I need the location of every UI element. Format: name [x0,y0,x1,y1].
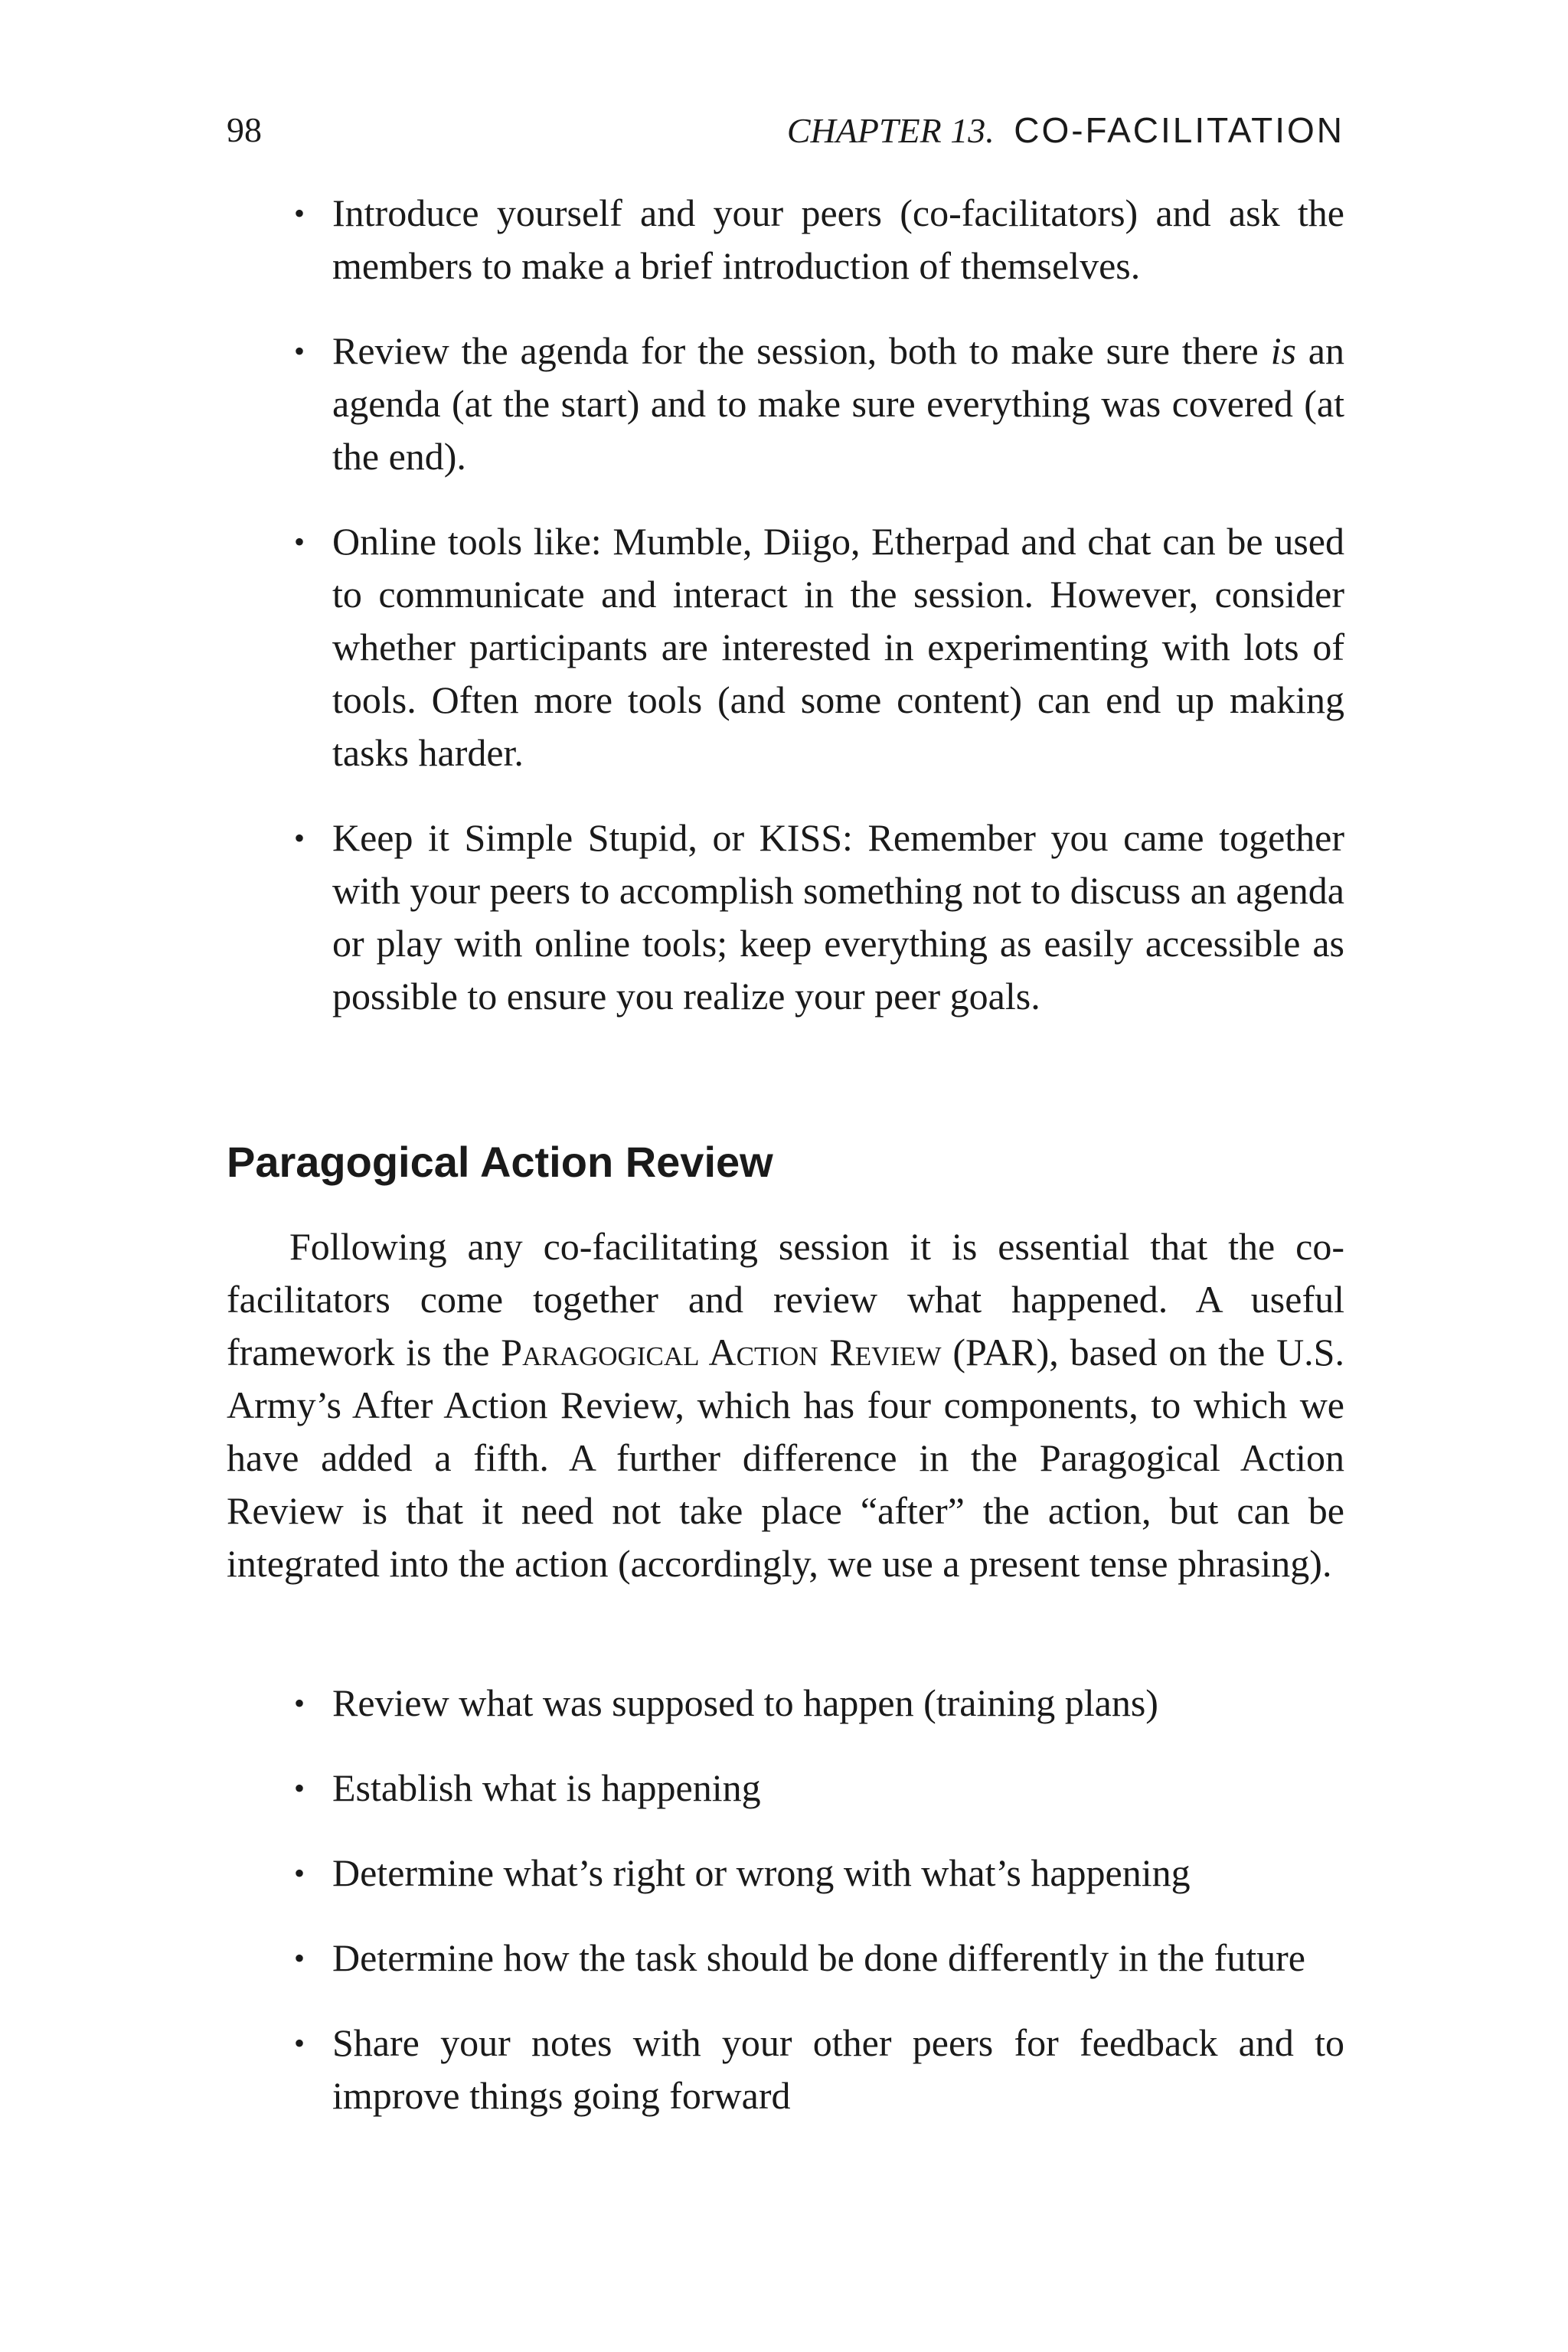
list-item [227,187,1344,292]
list-item-emphasis: is [1270,329,1296,372]
list-item [227,1677,1344,1730]
list-item-text-rest: an agenda (at the start) and to make sure everything was covered (at the end). [332,329,1344,478]
list-item-text: Share your notes with your other peers for feedback and to improve things going forward [332,2021,1344,2117]
bullet-icon: • [294,334,305,368]
chapter-label: CHAPTER 13. [786,111,995,150]
list-item-text: Determine what’s right or wrong with what’s happening [332,1851,1191,1894]
list-item-text-lead: Review the agenda for the session, both to make sure there [332,329,1271,372]
list-item-text: Introduce yourself and your peers (co-facilitators) and ask the members to make a brief introduction of themselves. [332,191,1344,287]
list-item [227,1847,1344,1900]
body-paragraph [227,1220,1344,1590]
paragraph-text-part1: Following any co-facilitating session it is essential that the co-facilitators come together and review what happened. A useful framework is the [227,1225,1344,1374]
section-heading: Paragogical Action Review [227,1138,773,1186]
bullet-icon: • [294,1771,305,1805]
bullet-icon: • [294,821,305,855]
paragraph-term: Paragogical Action Review [501,1331,942,1374]
paragraph-text-part2: (PAR), based on the U.S. Army’s After Action Review, which has four components, to which we have added a fifth. A further difference in the Paragogical Action Review is that it need not take place “after” the action, but can be integrated into the action (accordingly, we use a present tense phrasing). [227,1331,1344,1585]
list-item-text: Online tools like: Mumble, Diigo, Etherpad and chat can be used to communicate and interact in the session. However, consider whether participants are interested in experimenting with lots of tools. Often more tools (and some content) can end up making tasks harder. [332,520,1344,774]
list-item [227,1762,1344,1815]
bullet-icon: • [294,1686,305,1720]
running-head [227,107,1344,153]
list-item [227,1932,1344,1984]
bullet-icon: • [294,524,305,559]
list-item-text: Review what was supposed to happen (training plans) [332,1681,1158,1724]
bullet-icon: • [294,1941,305,1975]
list-item-text: Keep it Simple Stupid, or KISS: Remember you came together with your peers to accomplish something not to discuss an agenda or play with online tools; keep everything as easily accessible as possible to ensure you realize your peer goals. [332,816,1344,1018]
list-item-text: Establish what is happening [332,1766,761,1809]
list-item [227,812,1344,1023]
chapter-title: CO-FACILITATION [1014,110,1344,150]
bullet-icon: • [294,2026,305,2060]
list-item [227,325,1344,483]
page-number: 98 [227,110,262,149]
bullet-icon: • [294,196,305,230]
bullet-icon: • [294,1856,305,1890]
list-item [227,515,1344,779]
chapter-header [787,107,1344,154]
list-item-text: Determine how the task should be done differently in the future [332,1936,1305,1979]
facilitation-tips-list [227,187,1344,1055]
par-steps-list [227,1677,1344,2154]
list-item [227,2017,1344,2122]
